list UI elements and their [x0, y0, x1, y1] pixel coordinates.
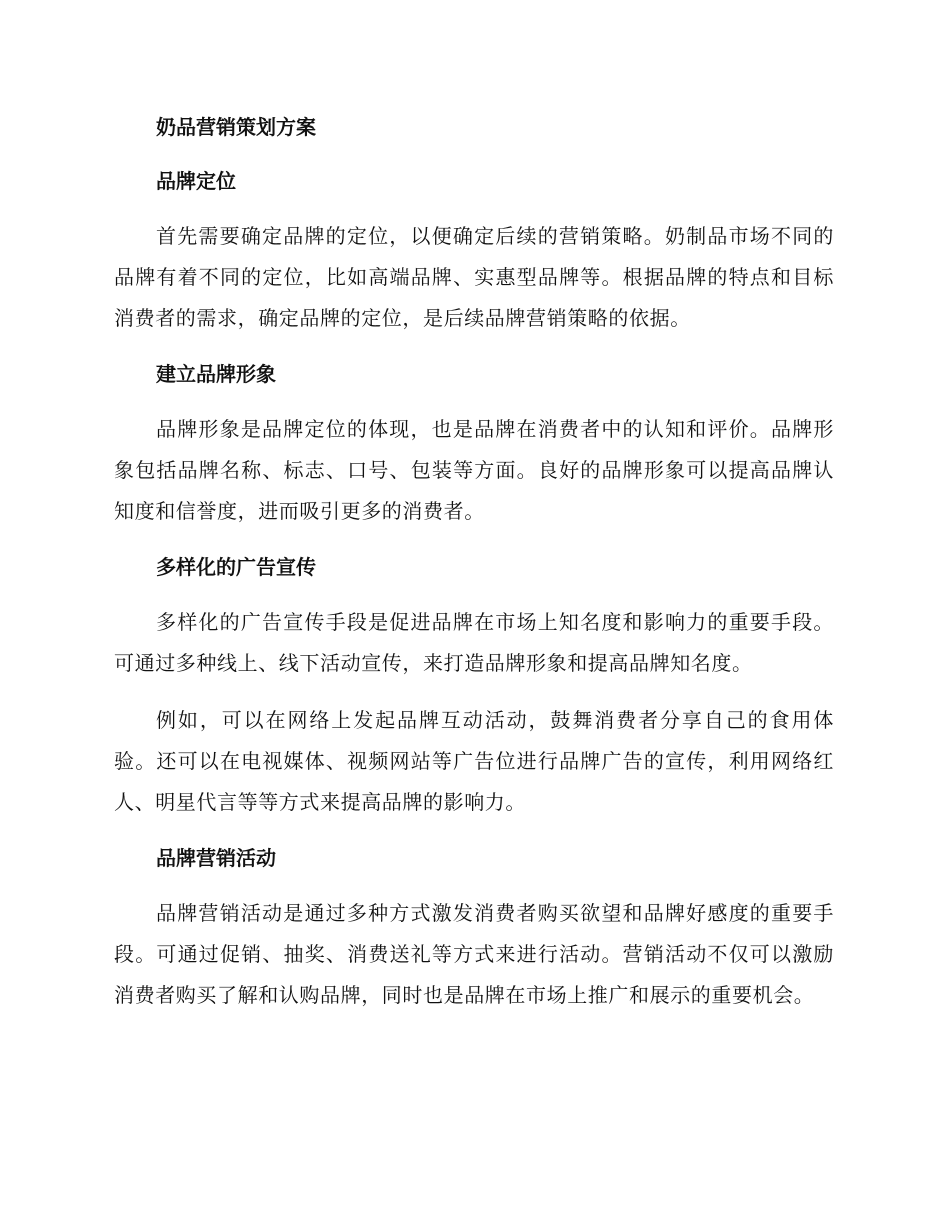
section-advertising — [114, 548, 834, 823]
section-heading: 品牌定位 — [156, 169, 236, 193]
section-paragraph: 多样化的广告宣传手段是促进品牌在市场上知名度和影响力的重要手段。可通过多种线上、线下活动宣传，来打造品牌形象和提高品牌知名度。 — [114, 610, 834, 675]
section-paragraph: 例如，可以在网络上发起品牌互动活动，鼓舞消费者分享自己的食用体验。还可以在电视媒体、视频网站等广告位进行品牌广告的宣传，利用网络红人、明星代言等等方式来提高品牌的影响力。 — [114, 708, 834, 814]
document-title: 奶品营销策划方案 — [156, 115, 316, 139]
section-brand-positioning — [114, 162, 834, 339]
section-paragraph: 品牌营销活动是通过多种方式激发消费者购买欲望和品牌好感度的重要手段。可通过促销、抽奖、消费送礼等方式来进行活动。营销活动不仅可以激励消费者购买了解和认购品牌，同时也是品牌在市场上推广和展示的重要机会。 — [114, 901, 834, 1007]
section-brand-image — [114, 355, 834, 532]
section-heading: 建立品牌形象 — [156, 362, 276, 386]
section-marketing-activities — [114, 839, 834, 1016]
section-paragraph: 首先需要确定品牌的定位，以便确定后续的营销策略。奶制品市场不同的品牌有着不同的定位，比如高端品牌、实惠型品牌等。根据品牌的特点和目标消费者的需求，确定品牌的定位，是后续品牌营销策略的依据。 — [114, 224, 834, 330]
section-heading: 品牌营销活动 — [156, 846, 276, 870]
section-paragraph: 品牌形象是品牌定位的体现，也是品牌在消费者中的认知和评价。品牌形象包括品牌名称、标志、口号、包装等方面。良好的品牌形象可以提高品牌认知度和信誉度，进而吸引更多的消费者。 — [114, 417, 834, 523]
document-body — [114, 108, 834, 1032]
section-heading: 多样化的广告宣传 — [156, 555, 316, 579]
